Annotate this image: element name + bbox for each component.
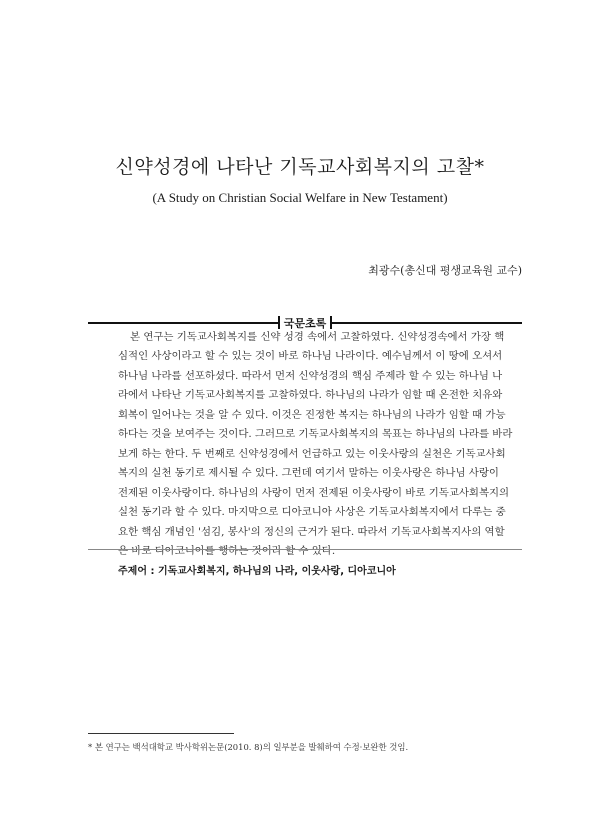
abstract-header-rule-right [332,322,522,324]
paper-subtitle: (A Study on Christian Social Welfare in New Testament) [152,190,448,205]
abstract-line: 복지의 실천 동기로 제시될 수 있다. 그런데 여기서 말하는 이웃사랑은 하나님 사랑이 [118,467,499,480]
abstract-label: 국문초록 [283,317,327,330]
abstract-line: 은 바로 디아코니아를 행하는 것이라 할 수 있다. [118,544,336,557]
abstract-line: 회복이 일어나는 것을 알 수 있다. 이것은 진정한 복지는 하나님의 나라가 임할 때 가능 [118,408,506,421]
abstract-line: 라에서 나타난 기독교사회복지를 고찰하였다. 하나님의 나라가 임할 때 온전한 치유와 [118,389,503,402]
abstract-line: 하다는 것을 보여주는 것이다. 그러므로 기독교사회복지의 목표는 하나님의 나라를 바라 [118,428,513,441]
keywords-label: 주제어 : [118,566,158,577]
abstract-bottom-rule [88,549,522,550]
footnote-rule [88,733,234,734]
abstract-line: 요한 핵심 개념인 '섬김, 봉사'의 정신의 근거가 된다. 따라서 기독교사회복지사의 역할 [118,525,505,538]
abstract-line: 보게 하는 한다. 두 번째로 신약성경에서 언급하고 있는 이웃사랑의 실천은 기독교사회 [118,447,506,460]
keywords [118,562,396,577]
abstract-line: 하나님 나라를 선포하셨다. 따라서 먼저 신약성경의 핵심 주제라 할 수 있는 하나님 나 [118,369,503,382]
abstract-line: 심적인 사상이라고 할 수 있는 것이 바로 하나님 나라이다. 예수님께서 이 땅에 오셔서 [118,350,503,363]
abstract-line: 본 연구는 기독교사회복지를 신약 성경 속에서 고찰하였다. 신약성경속에서 가장 핵 [130,331,505,343]
author-affiliation: 최광수(총신대 평생교육원 교수) [368,264,522,277]
keywords-text: 기독교사회복지, 하나님의 나라, 이웃사랑, 디아코니아 [157,566,396,577]
abstract-line: 전제된 이웃사랑이다. 하나님의 사랑이 먼저 전제된 이웃사랑이 바로 기독교사회복지의 [118,486,510,499]
abstract-body [118,328,513,561]
abstract-line: 실천 동기라 할 수 있다. 마지막으로 디아코니아 사상은 기독교사회복지에서 다루는 중 [118,506,506,519]
paper-title: 신약성경에 나타난 기독교사회복지의 고찰* [115,156,485,178]
footnote: * 본 연구는 백석대학교 박사학위논문(2010. 8)의 일부분을 발췌하여 수정·보완한 것임. [88,742,409,752]
